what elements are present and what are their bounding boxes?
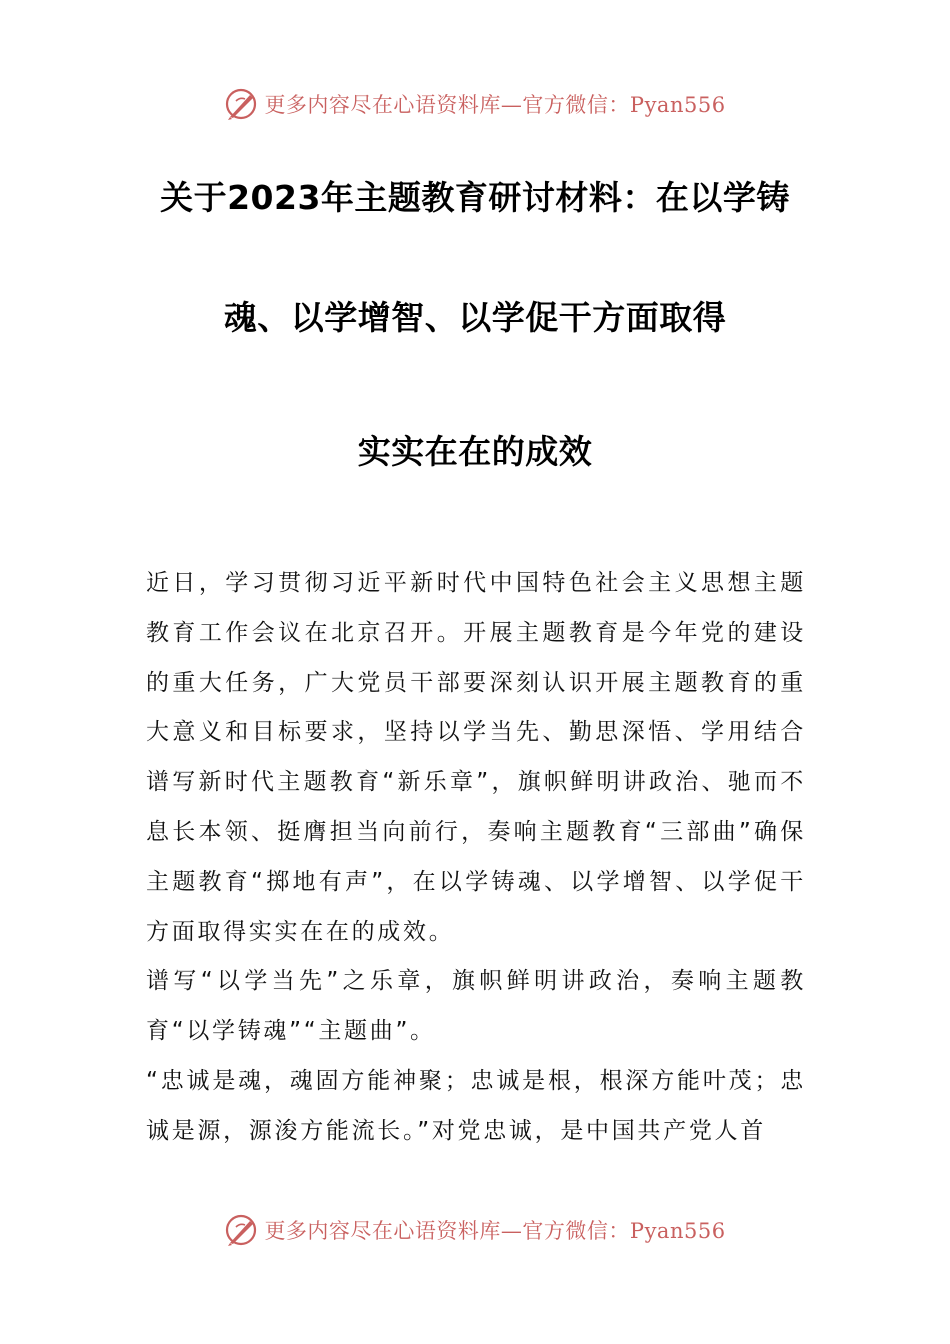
pen-logo-icon (224, 1213, 258, 1247)
document-title-line-1: 关于2023年主题教育研讨材料：在以学铸 (160, 178, 790, 217)
watermark-footer (0, 1210, 950, 1250)
document-title-line-2: 魂、以学增智、以学促干方面取得 (223, 298, 727, 337)
paragraph-loyalty: “忠诚是魂，魂固方能神聚；忠诚是根，根深方能叶茂；忠诚是源，源浚方能流长。”对党忠诚，是中国共产党人首 (146, 1067, 806, 1144)
watermark-header (0, 84, 950, 124)
pen-logo-icon (224, 87, 258, 121)
document-title-line-3: 实实在在的成效 (357, 432, 593, 471)
paragraph-section-heading: 谱写“以学当先”之乐章，旗帜鲜明讲政治，奏响主题教育“以学铸魂”“主题曲”。 (146, 968, 806, 1045)
watermark-text: 更多内容尽在心语资料库—官方微信：Pyan556 (264, 1219, 726, 1243)
watermark-text: 更多内容尽在心语资料库—官方微信：Pyan556 (264, 93, 726, 117)
document-body (146, 559, 806, 1157)
paragraph-intro: 近日，学习贯彻习近平新时代中国特色社会主义思想主题教育工作会议在北京召开。开展主题教育是今年党的建设的重大任务，广大党员干部要深刻认识开展主题教育的重大意义和目标要求，坚持以学当先、勤思深悟、学用结合谱写新时代主题教育“新乐章”，旗帜鲜明讲政治、驰而不息长本领、挺膺担当向前行，奏响主题教育“三部曲”确保主题教育“掷地有声”，在以学铸魂、以学增智、以学促干方面取得实实在在的成效。 (146, 570, 806, 945)
